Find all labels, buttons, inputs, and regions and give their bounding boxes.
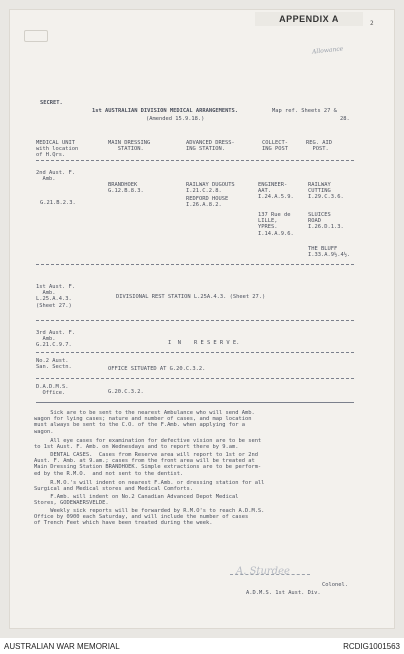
- row1-advanced-dressing-2: REDFORD HOUSE I.26.A.8.2.: [186, 196, 229, 209]
- col-header-advanced-dressing: ADVANCED DRESS- ING STATION.: [186, 140, 235, 153]
- row1-unit: 2nd Aust. F. Amb.: [36, 170, 75, 183]
- row5-office: G.20.C.3.2.: [108, 389, 144, 395]
- row3-in-reserve: I N R E S E R V E.: [168, 340, 240, 346]
- page-number: 2: [370, 20, 374, 27]
- document-subtitle: (Amended 15.9.18.): [146, 116, 205, 122]
- row3-unit: 3rd Aust. F. Amb. G.21.C.9.7.: [36, 330, 75, 349]
- handwritten-signature: A. Sturdee: [236, 566, 290, 577]
- paragraph-eye-cases: All eye cases for examination for defective vision are to be sent to 1st Aust. F. Amb. on Wednesdays and to report there by 9.am.: [34, 438, 262, 451]
- document-page: [10, 10, 394, 628]
- paragraph-sick: Sick are to be sent to the nearest Ambulance who will send Amb. wagon for lying cases; nature and number of cases, and map location must always be sent to the C.O. of the F.Amb. when applying for a wagon.: [34, 410, 255, 435]
- row3-rule: [36, 352, 354, 353]
- signature-line: [230, 574, 310, 575]
- col-header-reg-aid-post: REG. AID POST.: [306, 140, 332, 153]
- row1-advanced-dressing: RAILWAY DUGOUTS I.21.C.2.8.: [186, 182, 235, 195]
- row5-unit: D.A.D.M.S. Office.: [36, 384, 69, 397]
- paragraph-indent-stores: R.M.O.'s will indent on nearest F.Amb. or dressing station for all Surgical and Medical stores and Medical Comforts.: [34, 480, 265, 493]
- staple-mark: [24, 30, 48, 42]
- table-bottom-rule: [36, 402, 354, 403]
- col-header-main-dressing: MAIN DRESSING STATION.: [108, 140, 151, 153]
- row4-office: OFFICE SITUATED AT G.20.C.3.2.: [108, 366, 206, 372]
- row2-rule: [36, 320, 354, 321]
- paragraph-weekly-reports: Weekly sick reports will be forwarded by R.M.O's to reach A.D.M.S. Office by 0900 each Saturday, and will include the number of cases of Trench Feet which have been treated during the week.: [34, 508, 265, 527]
- row4-unit: No.2 Aust. San. Sectn.: [36, 358, 72, 371]
- document-title: 1st AUSTRALIAN DIVISION MEDICAL ARRANGEMENTS.: [92, 108, 239, 114]
- row2-divisional-rest-station: DIVISIONAL REST STATION L.25A.4.3. (Sheet 27.): [116, 294, 266, 300]
- map-reference: Map ref. Sheets 27 &: [272, 108, 337, 114]
- col-header-collecting-post: COLLECT- ING POST: [262, 140, 288, 153]
- paragraph-depot-stores: F.Amb. will indent on No.2 Canadian Advanced Depot Medical Stores, GODEWAERSVELDE.: [34, 494, 239, 507]
- signature-rank: Colonel.: [322, 582, 348, 588]
- row1-reg-aid-post-2: SLUICES ROAD I.26.D.1.3.: [308, 212, 344, 231]
- row1-main-dressing: BRANDHOEK G.12.B.8.3.: [108, 182, 144, 195]
- row1-unit-location: G.21.B.2.3.: [40, 200, 76, 206]
- appendix-label: APPENDIX A: [255, 12, 363, 26]
- row1-reg-aid-post: RAILWAY CUTTING I.29.C.3.6.: [308, 182, 344, 201]
- signature-title: A.D.M.S. 1st Aust. Div.: [246, 590, 321, 596]
- footer-record-id: RCDIG1001563: [343, 642, 400, 651]
- handwritten-note: Allowance: [311, 45, 344, 56]
- row1-collecting-post-2: 137 Rue de LILLE, YPRES. I.14.A.9.6.: [258, 212, 294, 237]
- row1-rule: [36, 264, 354, 265]
- map-reference-sheet: 28.: [340, 116, 350, 122]
- secret-label: SECRET.: [40, 100, 63, 106]
- row1-reg-aid-post-3: THE BLUFF I.33.A.9½.4½.: [308, 246, 351, 259]
- row4-rule: [36, 378, 354, 379]
- paragraph-dental-cases: DENTAL CASES. Cases from Reserve area will report to 1st or 2nd Aust. F. Amb. at 9.am.; cases from the front area will be treated at Main Dressing Station BRANDHOEK. Simple extractions are to be perform- ed by the R.M.O. and not sent to the dentist.: [34, 452, 262, 477]
- row1-collecting-post: ENGINEER- AAT. I.24.A.5.9.: [258, 182, 294, 201]
- footer-archive-name: AUSTRALIAN WAR MEMORIAL: [4, 642, 120, 651]
- col-header-medical-unit: MEDICAL UNIT with location of H.Qrs.: [36, 140, 79, 159]
- row2-unit: 1st Aust. F. Amb. L.25.A.4.3. (Sheet 27.): [36, 284, 75, 309]
- header-rule: [36, 160, 354, 161]
